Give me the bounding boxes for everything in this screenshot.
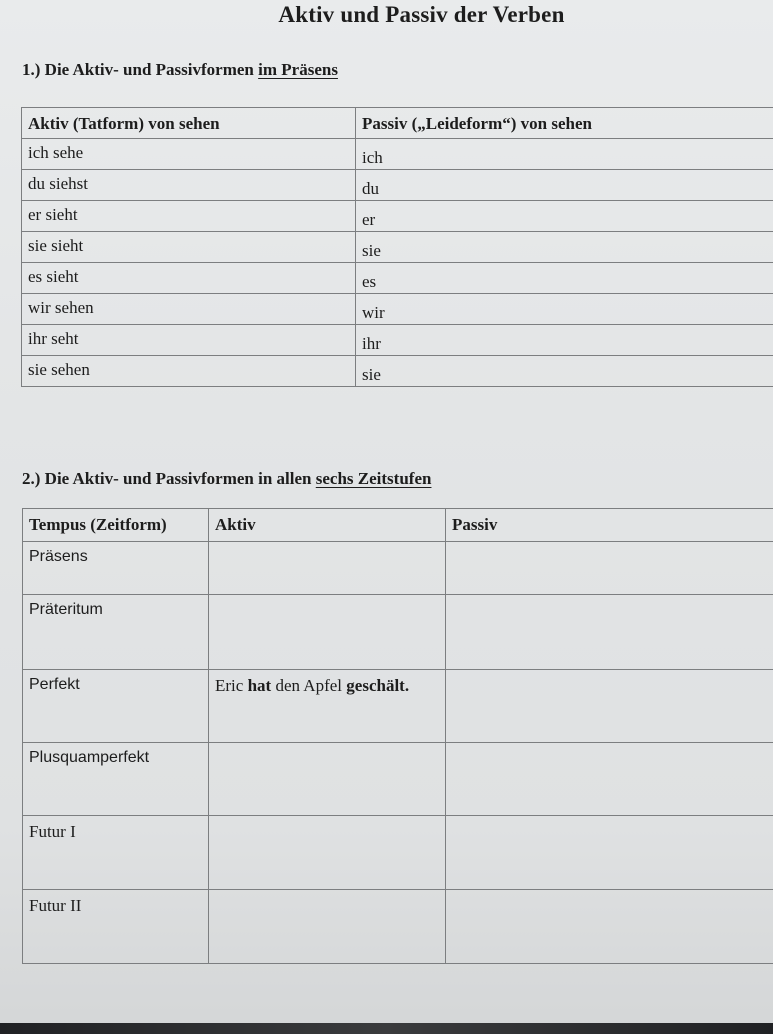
section-1-number: 1.) <box>22 60 41 79</box>
active-example-subject: Eric <box>215 676 244 695</box>
table-header-row <box>23 509 773 542</box>
passive-cell[interactable] <box>446 890 773 964</box>
active-cell[interactable] <box>209 890 446 964</box>
bottom-edge-shadow <box>0 1023 773 1034</box>
table-row <box>22 232 773 263</box>
active-cell[interactable] <box>209 743 446 816</box>
table-row <box>22 325 773 356</box>
active-example-participle: geschält. <box>346 676 410 695</box>
table-row <box>22 170 773 201</box>
passive-cell[interactable]: sie <box>356 356 773 387</box>
table-row <box>23 743 773 816</box>
table-row <box>23 890 773 964</box>
table-row <box>23 816 773 890</box>
passive-cell[interactable] <box>446 743 773 816</box>
active-cell: ich sehe <box>22 139 356 170</box>
tense-cell: Plusquamperfekt <box>23 743 209 816</box>
table-row <box>22 139 773 170</box>
passive-cell[interactable]: ihr <box>356 325 773 356</box>
table-row <box>23 595 773 670</box>
table-row <box>23 542 773 595</box>
table-header-row <box>22 108 773 139</box>
active-cell: er sieht <box>22 201 356 232</box>
tense-cell: Perfekt <box>23 670 209 743</box>
header-passive: Passiv („Leideform“) von sehen <box>356 108 773 139</box>
table-row <box>23 670 773 743</box>
section-2-text: Die Aktiv- und Passivformen in allen <box>44 469 312 488</box>
section-2-heading <box>22 469 431 489</box>
passive-cell[interactable] <box>446 595 773 670</box>
passive-cell[interactable]: sie <box>356 232 773 263</box>
header-passive: Passiv <box>446 509 773 542</box>
active-cell: du siehst <box>22 170 356 201</box>
active-example-object: den Apfel <box>275 676 343 695</box>
active-cell[interactable] <box>209 816 446 890</box>
header-active: Aktiv <box>209 509 446 542</box>
tense-cell: Futur II <box>23 890 209 964</box>
active-cell: ihr seht <box>22 325 356 356</box>
passive-cell[interactable] <box>446 542 773 595</box>
section-2-number: 2.) <box>22 469 41 488</box>
section-1-heading <box>22 60 338 80</box>
table-row <box>22 201 773 232</box>
tense-cell: Futur I <box>23 816 209 890</box>
present-tense-table <box>21 107 773 387</box>
section-1-underlined: im Präsens <box>258 60 338 79</box>
six-tenses-table <box>22 508 773 964</box>
worksheet-title: Aktiv und Passiv der Verben <box>278 2 565 27</box>
passive-cell[interactable] <box>446 670 773 743</box>
passive-cell[interactable]: er <box>356 201 773 232</box>
tense-cell: Präteritum <box>23 595 209 670</box>
active-example-aux: hat <box>247 676 272 695</box>
header-active: Aktiv (Tatform) von sehen <box>22 108 356 139</box>
passive-cell[interactable]: du <box>356 170 773 201</box>
tense-cell: Präsens <box>23 542 209 595</box>
active-cell: sie sieht <box>22 232 356 263</box>
section-2-underlined: sechs Zeitstufen <box>315 469 432 488</box>
header-tense: Tempus (Zeitform) <box>23 509 209 542</box>
table-row <box>22 263 773 294</box>
table-row <box>22 294 773 325</box>
section-1-text: Die Aktiv- und Passivformen <box>44 60 254 79</box>
table-row <box>22 356 773 387</box>
active-cell[interactable] <box>209 595 446 670</box>
passive-cell[interactable]: wir <box>356 294 773 325</box>
active-cell: sie sehen <box>22 356 356 387</box>
active-cell: es sieht <box>22 263 356 294</box>
active-cell: wir sehen <box>22 294 356 325</box>
passive-cell[interactable] <box>446 816 773 890</box>
passive-cell[interactable]: es <box>356 263 773 294</box>
active-cell[interactable] <box>209 670 446 743</box>
active-cell[interactable] <box>209 542 446 595</box>
passive-cell[interactable]: ich <box>356 139 773 170</box>
